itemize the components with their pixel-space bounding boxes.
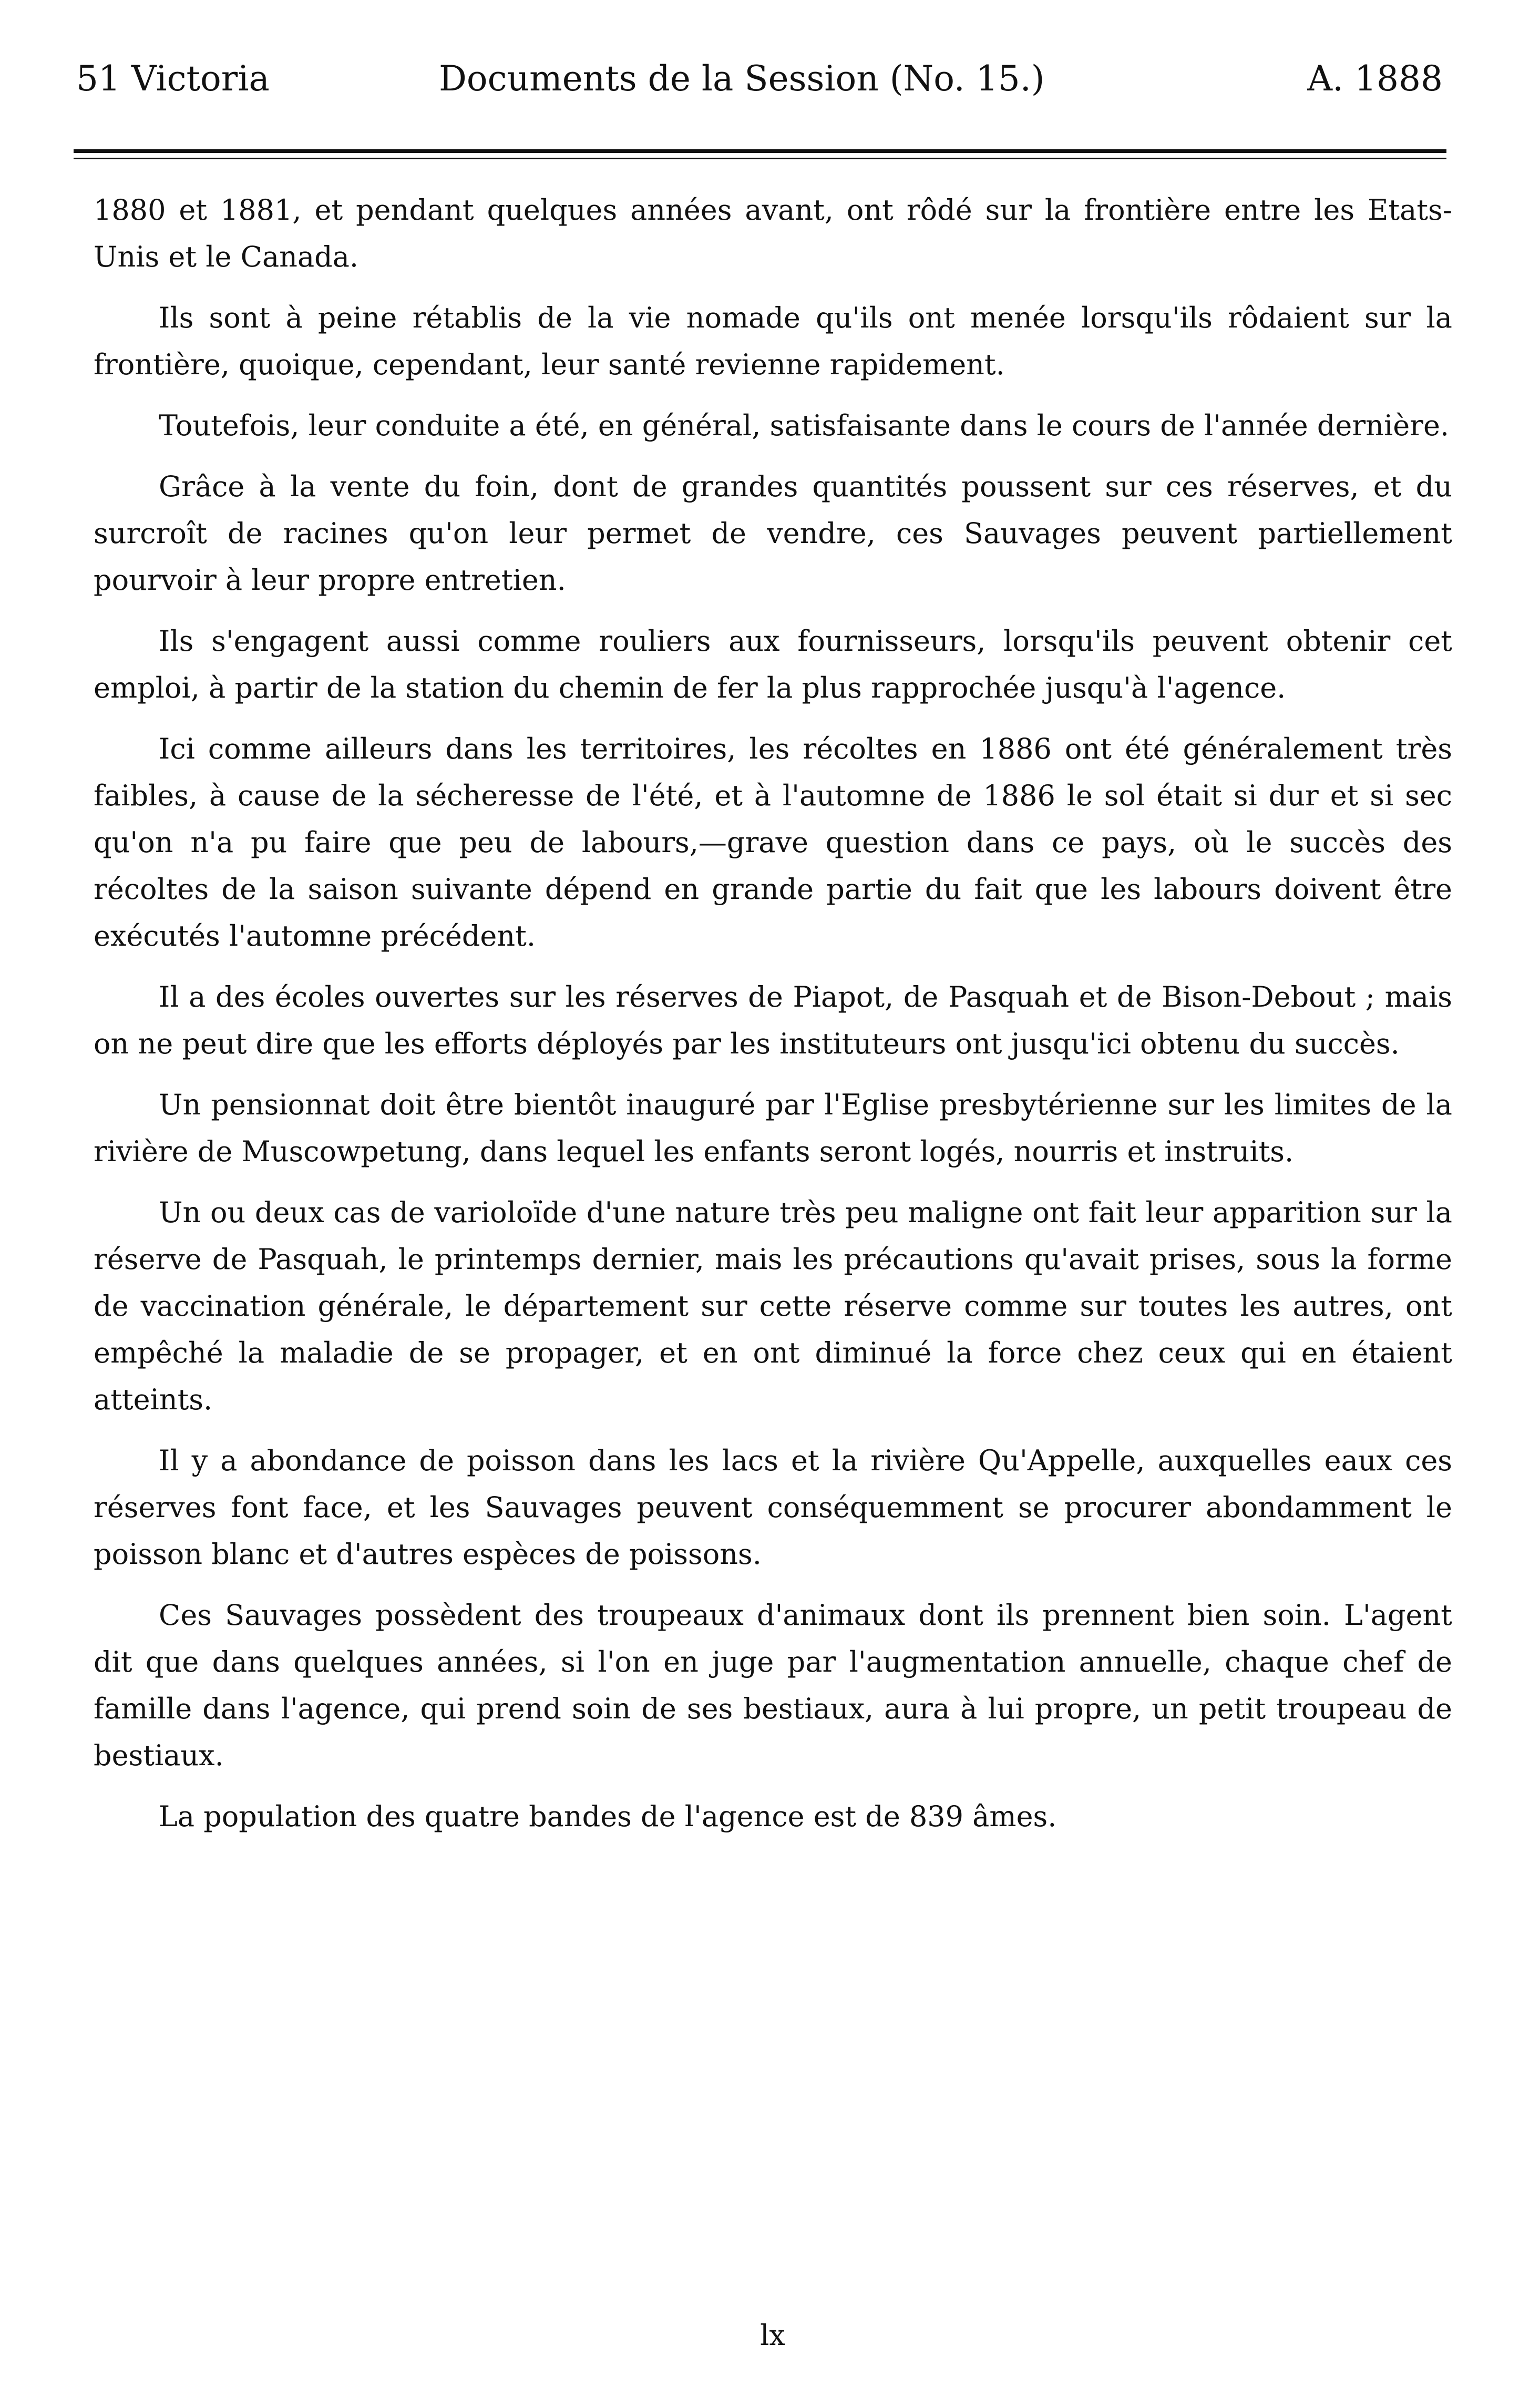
paragraph: Ils s'engagent aussi comme rouliers aux fournisseurs, lorsqu'ils peuvent obtenir cet emploi, à partir de la station du chemin de fer la plus rapprochée jusqu'à l'agence. <box>94 624 1452 704</box>
paragraph: La population des quatre bandes de l'agence est de 839 âmes. <box>159 1800 1057 1833</box>
running-header <box>76 50 1443 108</box>
paragraph: Un pensionnat doit être bientôt inauguré par l'Eglise presbytérienne sur les limites de la rivière de Muscowpetung, dans lequel les enfants seront logés, nourris et instruits. <box>94 1088 1452 1168</box>
paragraph: Ici comme ailleurs dans les territoires, les récoltes en 1886 ont été généralement très faibles, à cause de la sécheresse de l'été, et à l'automne de 1886 le sol était si dur et si sec qu'on n'a pu faire que peu de labours,—grave question dans ce pays, où le succès des récoltes de la saison suivante dépend en grande partie du fait que les labours doivent être exécutés l'automne précédent. <box>94 732 1452 953</box>
paragraph: Ces Sauvages possèdent des troupeaux d'animaux dont ils prennent bien soin. L'agent dit que dans quelques années, si l'on en juge par l'augmentation annuelle, chaque chef de famille dans l'agence, qui prend soin de ses bestiaux, aura à lui propre, un petit troupeau de bestiaux. <box>94 1599 1452 1772</box>
header-title: Documents de la Session (No. 15.) <box>439 58 1045 99</box>
page-number: lx <box>760 2319 785 2352</box>
header-rule-thick <box>74 149 1446 153</box>
paragraph: Grâce à la vente du foin, dont de grandes quantités poussent sur ces réserves, et du surcroît de racines qu'on leur permet de vendre, ces Sauvages peuvent partiellement pourvoir à leur propre entretien. <box>94 470 1452 597</box>
paragraph: Il y a abondance de poisson dans les lacs et la rivière Qu'Appelle, auxquelles eaux ces réserves font face, et les Sauvages peuvent conséquemment se procurer abondamment le poisson blanc et d'autres espèces de poissons. <box>94 1444 1452 1571</box>
paragraph: Toutefois, leur conduite a été, en général, satisfaisante dans le cours de l'année dernière. <box>159 409 1450 442</box>
body-text <box>94 187 1452 1854</box>
paragraph: Ils sont à peine rétablis de la vie nomade qu'ils ont menée lorsqu'ils rôdaient sur la frontière, quoique, cependant, leur santé revienne rapidement. <box>94 301 1452 381</box>
header-year: A. 1888 <box>1307 58 1443 99</box>
paragraph: 1880 et 1881, et pendant quelques années avant, ont rôdé sur la frontière entre les Etats-Unis et le Canada. <box>94 193 1452 273</box>
header-volume: 51 Victoria <box>76 58 270 99</box>
header-rule-thin <box>74 158 1446 159</box>
paragraph: Un ou deux cas de varioloïde d'une nature très peu maligne ont fait leur apparition sur la réserve de Pasquah, le printemps dernier, mais les précautions qu'avait prises, sous la forme de vaccination générale, le département sur cette réserve comme sur toutes les autres, ont empêché la maladie de se propager, et en ont diminué la force chez ceux qui en étaient atteints. <box>94 1196 1452 1416</box>
paragraph: Il a des écoles ouvertes sur les réserves de Piapot, de Pasquah et de Bison-Debout ; mais on ne peut dire que les efforts déployés par les instituteurs ont jusqu'ici obtenu du succès. <box>94 980 1452 1060</box>
